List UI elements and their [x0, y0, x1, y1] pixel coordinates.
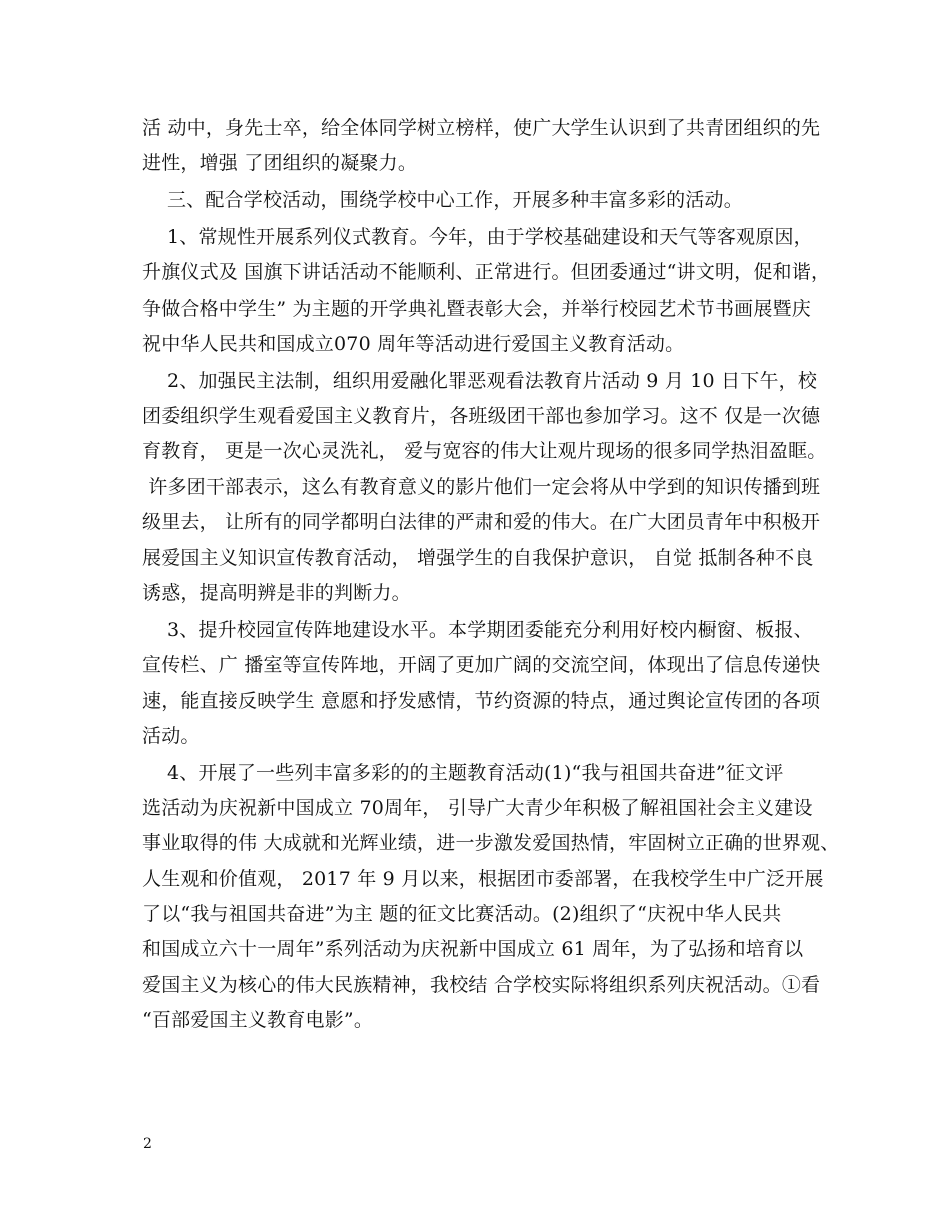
- text-line: 爱国主义为核心的伟大民族精神，我校结 合学校实际将组织系列庆祝活动。①看: [142, 974, 821, 996]
- text-line: 人生观和价值观， 2017 年 9 月以来，根据团市委部署，在我校学生中广泛开展: [142, 868, 824, 890]
- text-line: 活动。: [142, 725, 200, 747]
- page-number: 2: [143, 1136, 152, 1152]
- text-line: 事业取得的伟 大成就和光辉业绩，进一步激发爱国热情，牢固树立正确的世界观、: [142, 832, 840, 854]
- text-line: 诱惑，提高明辨是非的判断力。: [142, 582, 411, 604]
- text-line: 速，能直接反映学生 意愿和抒发感情，节约资源的特点，通过舆论宣传团的各项: [142, 690, 821, 712]
- text-line: 1、常规性开展系列仪式教育。今年，由于学校基础建设和天气等客观原因，: [142, 226, 813, 248]
- text-line: 级里去， 让所有的同学都明白法律的严肃和爱的伟大。在广大团员青年中积极开: [142, 511, 821, 533]
- text-line: 许多团干部表示，这么有教育意义的影片他们一定会将从中学到的知识传播到班: [142, 476, 821, 498]
- text-line: 活 动中，身先士卒，给全体同学树立榜样，使广大学生认识到了共青团组织的先: [142, 117, 821, 139]
- text-line: 选活动为庆祝新中国成立 70周年， 引导广大青少年积极了解祖国社会主义建设: [142, 797, 813, 819]
- text-line: 三、配合学校活动，围绕学校中心工作，开展多种丰富多彩的活动。: [142, 189, 743, 211]
- text-line: 升旗仪式及 国旗下讲话活动不能顺利、正常进行。但团委通过“讲文明，促和谐，: [142, 261, 831, 283]
- text-line: 3、提升校园宣传阵地建设水平。本学期团委能充分利用好校内橱窗、板报、: [142, 619, 813, 641]
- text-line: 团委组织学生观看爱国主义教育片，各班级团干部也参加学习。这不 仅是一次德: [142, 405, 821, 427]
- text-line: 宣传栏、广 播室等宣传阵地，开阔了更加广阔的交流空间，体现出了信息传递快: [142, 654, 821, 676]
- text-line: “百部爱国主义教育电影”。: [142, 1009, 374, 1031]
- text-line: 了以“我与祖国共奋进”为主 题的征文比赛活动。(2)组织了“庆祝中华人民共: [142, 903, 782, 925]
- text-line: 育教育， 更是一次心灵洗礼， 爱与宽容的伟大让观片现场的很多同学热泪盈眶。: [142, 440, 827, 462]
- text-line: 祝中华人民共和国成立070 周年等活动进行爱国主义教育活动。: [142, 333, 685, 355]
- text-line: 2、加强民主法制，组织用爱融化罪恶观看法教育片活动 9 月 10 日下午，校: [142, 370, 818, 392]
- text-line: 和国成立六十一周年”系列活动为庆祝新中国成立 61 周年，为了弘扬和培育以: [142, 938, 804, 960]
- text-line: 进性，增强 了团组织的凝聚力。: [142, 152, 418, 174]
- text-line: 争做合格中学生” 为主题的开学典礼暨表彰大会，并举行校园艺术节书画展暨庆: [142, 298, 811, 320]
- text-line: 展爱国主义知识宣传教育活动， 增强学生的自我保护意识， 自觉 抵制各种不良: [142, 547, 814, 569]
- text-line: 4、开展了一些列丰富多彩的的主题教育活动(1)“我与祖国共奋进”征文评: [142, 762, 784, 784]
